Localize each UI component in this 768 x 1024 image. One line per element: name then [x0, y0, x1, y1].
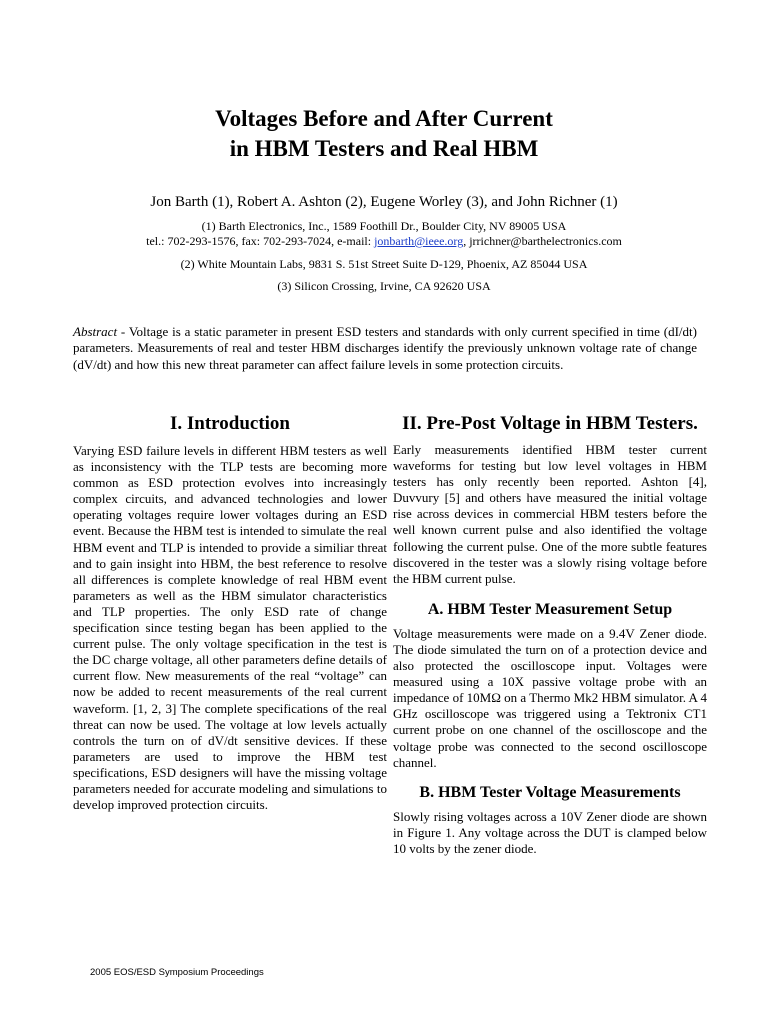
section-2-heading: II. Pre-Post Voltage in HBM Testers. — [402, 413, 698, 434]
abstract-text: - Voltage is a static parameter in present ESD testers and standards with only current specified in time (dI/dt) parameters. Measurements of real and tester HBM discharges identify the previously unknown voltage rate of change (dV/dt) and how this new threat parameter can affect failure levels in some protection circuits. — [73, 324, 697, 372]
title-line-1: Voltages Before and After Current — [215, 106, 553, 131]
contact-line — [0, 234, 768, 249]
abstract — [73, 324, 697, 373]
section-2b-heading: B. HBM Tester Voltage Measurements — [419, 783, 681, 801]
footer-text: 2005 EOS/ESD Symposium Proceedings — [90, 967, 264, 978]
affiliation-2: (2) White Mountain Labs, 9831 S. 51st Street Suite D-129, Phoenix, AZ 85044 USA — [180, 257, 588, 271]
section-2-body: Early measurements identified HBM tester current waveforms for testing but low level voltages in HBM testers has only recently been reported. Ashton [4], Duvvury [5] and others have measured the initial voltage rise across devices in commercial HBM testers before the well known current pulse and also identified the voltage following the current pulse. One of the more subtle features discovered in the tester was a slowly rising voltage before the HBM current pulse. — [393, 442, 707, 586]
section-1-body: Varying ESD failure levels in different HBM testers as well as inconsistency with the TLP tests are becoming more common as ESD protection evolves into increasingly complex circuits, and advanced technologies and lower operating voltages require lower voltages during an ESD event. Because the HBM test is intended to simulate the real HBM event and TLP is intended to provide a similiar threat and to gain insight into HBM, the best reference to resolve all differences is complete knowledge of real HBM event parameters as well as the HBM simulator characteristics and TLP properties. The only ESD rate of change specification since testing began has been applied to the current pulse. The only voltage specification in the test is the DC charge voltage, all other parameters define details of current flow. New measurements of the real “voltage” can now be added to recent measurements of the real current waveform. [1, 2, 3] The complete specifications of the real threat can now be used. The voltage at low levels actually controls the turn on of dV/dt sensitive devices. If these parameters are used to improve the HBM test specifications, ESD designers will have the missing voltage parameters needed for accurate modeling and simulations to develop improved protection circuits. — [73, 443, 387, 813]
paper-title — [0, 104, 768, 164]
left-column — [73, 412, 387, 813]
affiliation-3: (3) Silicon Crossing, Irvine, CA 92620 USA — [277, 279, 491, 293]
contact-email-2: , jrrichner@barthelectronics.com — [463, 234, 622, 248]
section-1-heading: I. Introduction — [169, 413, 290, 434]
right-column — [393, 412, 707, 857]
contact-prefix: tel.: 702-293-1576, fax: 702-293-7024, e-mail: — [146, 234, 375, 248]
author-list: Jon Barth (1), Robert A. Ashton (2), Eugene Worley (3), and John Richner (1) — [150, 194, 618, 210]
email-link[interactable]: jonbarth@ieee.org — [374, 234, 464, 248]
section-2a-body: Voltage measurements were made on a 9.4V Zener diode. The diode simulated the turn on of a protection device and also protected the oscilloscope input. Voltages were measured using a 10X passive voltage probe with an impedance of 10MΩ on a Thermo Mk2 HBM simulator. A 4 GHz oscilloscope was triggered using a Tektronix CT1 current probe on one channel of the oscilloscope and the voltage probe was connected to the second oscilloscope channel. — [393, 625, 707, 770]
abstract-lead: Abstract — [73, 324, 118, 339]
affiliation-1: (1) Barth Electronics, Inc., 1589 Foothill Dr., Boulder City, NV 89005 USA — [201, 219, 567, 233]
title-line-2: in HBM Testers and Real HBM — [229, 136, 539, 161]
section-2b-body: Slowly rising voltages across a 10V Zener diode are shown in Figure 1. Any voltage across the DUT is clamped below 10 volts by the zener diode. — [393, 808, 707, 856]
section-2a-heading: A. HBM Tester Measurement Setup — [427, 600, 673, 618]
